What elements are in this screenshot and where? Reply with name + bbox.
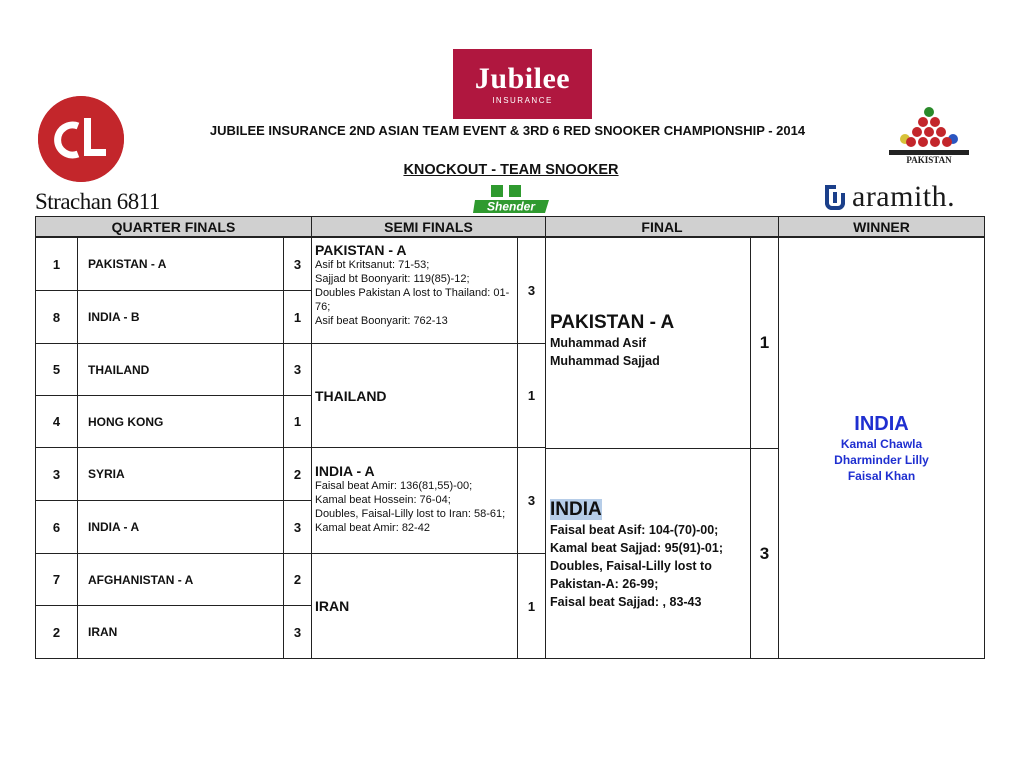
sf-team-name: THAILAND (311, 343, 518, 448)
sf-detail: Sajjad bt Boonyarit: 119(85)-12; (315, 273, 470, 285)
sf-team-name: INDIA - A (315, 463, 375, 479)
qf-team: THAILAND (77, 343, 284, 396)
page-subtitle: KNOCKOUT - TEAM SNOOKER (403, 162, 619, 178)
qf-seed: 7 (35, 553, 78, 606)
jubilee-logo-word: Jubilee (474, 61, 571, 95)
sf-score: 1 (517, 343, 546, 448)
aramith-logo-text: aramith. (852, 180, 956, 213)
sf-detail: Doubles Pakistan A lost to Thailand: 01-76; (315, 287, 510, 313)
sf-detail: Kamal beat Amir: 82-42 (315, 522, 430, 534)
qf-seed: 4 (35, 395, 78, 448)
qf-team: INDIA - A (77, 500, 284, 554)
strachan-logo-icon (38, 96, 124, 182)
aramith-logo (822, 180, 955, 214)
qf-team: IRAN (77, 605, 284, 659)
strachan-logo-text: Strachan 6811 (35, 189, 160, 214)
winner-team-name: INDIA (854, 413, 909, 435)
header-final: FINAL (545, 216, 779, 237)
final-team-name: PAKISTAN - A (550, 312, 675, 333)
jubilee-insurance-logo (453, 49, 592, 119)
shender-logo (473, 184, 551, 214)
header-winner: WINNER (778, 216, 985, 237)
sf-detail: Asif bt Kritsanut: 71-53; (315, 259, 430, 271)
qf-seed: 1 (35, 237, 78, 291)
qf-score: 2 (283, 553, 312, 606)
qf-score: 2 (283, 447, 312, 501)
final-match-box (545, 448, 751, 659)
final-score: 3 (750, 448, 779, 659)
sf-detail: Doubles, Faisal-Lilly lost to Iran: 58-61; (315, 508, 506, 520)
qf-team: INDIA - B (77, 290, 284, 344)
qf-seed: 2 (35, 605, 78, 659)
winner-member: Kamal Chawla (840, 437, 923, 451)
final-detail: Faisal beat Sajjad: , 83-43 (550, 595, 702, 609)
qf-seed: 6 (35, 500, 78, 554)
qf-team: SYRIA (77, 447, 284, 501)
final-detail: Doubles, Faisal-Lilly lost to Pakistan-A: 26-99; (550, 559, 712, 591)
qf-score: 1 (283, 290, 312, 344)
qf-seed: 3 (35, 447, 78, 501)
sf-team-name: IRAN (311, 553, 518, 659)
header-semi-finals: SEMI FINALS (311, 216, 546, 237)
final-detail: Muhammad Asif (550, 336, 647, 350)
sf-detail: Asif beat Boonyarit: 762-13 (315, 315, 448, 327)
final-detail: Kamal beat Sajjad: 95(91)-01; (550, 541, 723, 555)
sf-team-name: PAKISTAN - A (315, 242, 407, 258)
qf-score: 3 (283, 500, 312, 554)
final-detail: Muhammad Sajjad (550, 354, 660, 368)
qf-team: PAKISTAN - A (77, 237, 284, 291)
aramith-mark-icon (822, 183, 848, 211)
sf-detail: Faisal beat Amir: 136(81,55)-00; (315, 480, 473, 492)
winner-box (778, 237, 985, 659)
jubilee-logo-sub: INSURANCE (492, 95, 553, 105)
sf-score: 1 (517, 553, 546, 659)
sf-score: 3 (517, 237, 546, 344)
sf-match-box (311, 237, 518, 344)
winner-member: Faisal Khan (847, 469, 916, 483)
qf-seed: 5 (35, 343, 78, 396)
qf-score: 3 (283, 605, 312, 659)
qf-seed: 8 (35, 290, 78, 344)
final-team-name: INDIA (550, 499, 602, 520)
pakistan-logo-text: PAKISTAN (906, 155, 952, 165)
pakistan-billiards-logo (875, 106, 983, 168)
header-quarter-finals: QUARTER FINALS (35, 216, 312, 237)
final-match-box (545, 237, 751, 449)
shender-logo-text: Shender (486, 199, 536, 214)
sf-score: 3 (517, 447, 546, 554)
page-title: JUBILEE INSURANCE 2ND ASIAN TEAM EVENT & 3RD 6 RED SNOOKER CHAMPIONSHIP - 2014 (209, 123, 806, 138)
final-detail: Faisal beat Asif: 104-(70)-00; (550, 523, 719, 537)
qf-team: AFGHANISTAN - A (77, 553, 284, 606)
qf-team: HONG KONG (77, 395, 284, 448)
qf-score: 3 (283, 343, 312, 396)
final-score: 1 (750, 237, 779, 449)
qf-score: 3 (283, 237, 312, 291)
sf-detail: Kamal beat Hossein: 76-04; (315, 494, 451, 506)
winner-member: Dharminder Lilly (834, 453, 929, 467)
qf-score: 1 (283, 395, 312, 448)
sf-match-box (311, 447, 518, 554)
